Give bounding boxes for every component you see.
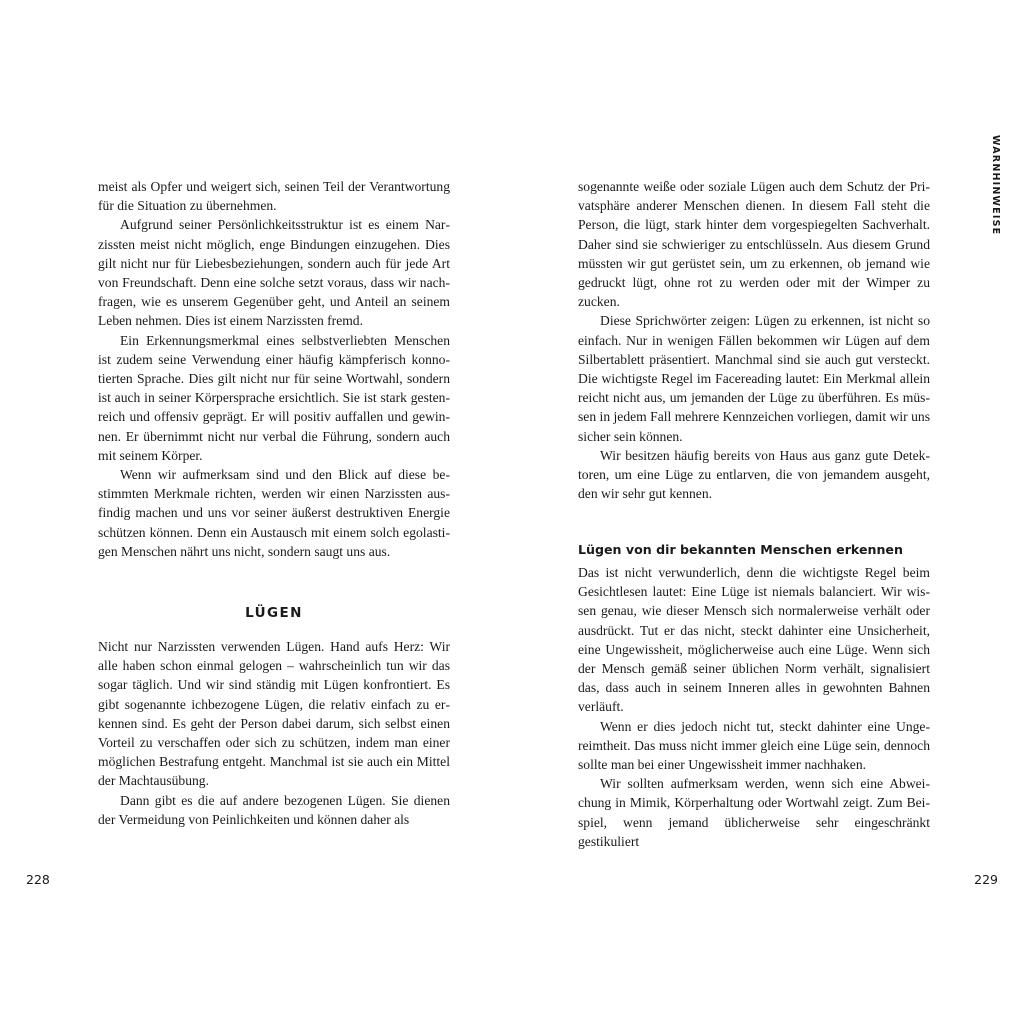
left-heading-wrap (98, 604, 450, 623)
left-text-block-1 (98, 177, 450, 561)
right-text-block-1 (578, 177, 930, 503)
paragraph: meist als Opfer und weigert sich, seinen Teil der Verantwortung für die Situation zu übernehmen. (98, 179, 450, 214)
paragraph: Diese Sprichwörter zeigen: Lügen zu erkennen, ist nicht so einfach. Nur in wenigen Fällen bekommen wir Lügen auf dem Silbertablett präsentiert. Manchmal sind sie auch gut versteckt. Die wichtigste Regel im Facereading lautet: Ein Merkmal allein reicht nicht aus, um jemanden der Lüge zu überführen. Es müssen in jedem Fall mehrere Kennzeichen vorliegen, damit wir uns sicher sein können. (578, 313, 930, 444)
running-head (988, 135, 1002, 235)
paragraph: Das ist nicht verwunderlich, denn die wichtigste Regel beim Gesichtlesen lautet: Eine Lüge ist niemals balanciert. Wir wissen genau, wie dieser Mensch sich normalerweise verhält oder ausdrückt. Tut er das nicht, steckt dahinter eine Unsicherheit, eine Ungewissheit, möglicherweise auch eine Lüge. Wenn sich der Mensch gemäß seiner üblichen Norm verhält, signalisiert das, dass auch in seinem Inneren alles in gewohnten Bahnen verläuft. (578, 565, 930, 715)
paragraph: Wenn wir aufmerksam sind und den Blick auf diese bestimmten Merkmale richten, werden wir einen Narzissten ausfindig machen und uns vor seiner äußerst destruktiven Energie schützen können. Denn ein Austausch mit einem solch egolastigen Menschen nährt uns nicht, sondern saugt uns aus. (98, 467, 450, 559)
right-page (512, 0, 1024, 1024)
paragraph: sogenannte weiße oder soziale Lügen auch dem Schutz der Privatsphäre anderer Menschen dienen. In diesem Fall steht die Person, die lügt, stark hinter dem vorgespiegelten Sachverhalt. Daher sind sie schwieriger zu entschlüsseln. Aus diesem Grund müssten wir gut gerüstet sein, um zu erkennen, ob jemand wie gedruckt lügt, ohne rot zu werden oder mit der Wimper zu zucken. (578, 179, 930, 310)
page-number-left: 228 (26, 872, 50, 887)
paragraph: Ein Erkennungsmerkmal eines selbstverliebten Menschen ist zudem seine Verwendung einer häufig kämpferisch konnotierten Sprache. Dies gilt nicht nur für seine Wortwahl, sondern ist auch in seiner Körpersprache ersichtlich. Sie ist stark gestenreich und offensiv geprägt. Er will positiv auffallen und gewinnen. Er übernimmt nicht nur verbal die Führung, sondern auch mit seinem Körper. (98, 332, 450, 463)
running-head-text: WARNHINWEISE (990, 135, 1001, 236)
paragraph: Wenn er dies jedoch nicht tut, steckt dahinter eine Ungereimtheit. Das muss nicht immer gleich eine Lüge sein, dennoch sollte man bei einer Ungewissheit immer nachhaken. (578, 718, 930, 773)
paragraph: Wir besitzen häufig bereits von Haus aus ganz gute Detektoren, um eine Lüge zu entlarven, die von jemandem ausgeht, den wir sehr gut kennen. (578, 447, 930, 502)
page-number-right: 229 (974, 872, 998, 887)
paragraph: Dann gibt es die auf andere bezogenen Lügen. Sie dienen der Vermeidung von Peinlichkeiten und können daher als (98, 792, 450, 827)
left-text-block-2 (98, 637, 450, 829)
section-heading: LÜGEN (245, 605, 303, 621)
paragraph: Aufgrund seiner Persönlichkeitsstruktur ist es einem Narzissten meist nicht möglich, enge Bindungen einzugehen. Dies gilt nicht nur für Liebesbeziehungen, sondern auch für jede Art von Freundschaft. Denn eine solche setzt voraus, dass wir nachfragen, wie es unserem Gegenüber geht, und Anteil an seinem Leben nehmen. Dies ist einem Narzissten fremd. (98, 217, 450, 329)
right-text-block-2 (578, 563, 930, 851)
right-subheading-wrap (578, 540, 930, 559)
paragraph: Nicht nur Narzissten verwenden Lügen. Hand aufs Herz: Wir alle haben schon einmal gelogen – wahrscheinlich tun wir das sogar täglich. Und wir sind ständig mit Lügen konfrontiert. Es gibt sogenannte ichbezogene Lügen, die relativ einfach zu erkennen sind. Es geht der Person dabei darum, sich selbst einen Vorteil zu verschaffen oder sich zu schützen, indem man einer möglichen Bestrafung entgeht. Manchmal ist sie auch ein Mittel der Machtausübung. (98, 639, 450, 789)
sub-heading: Lügen von dir bekannten Menschen erkennen (578, 542, 903, 557)
paragraph: Wir sollten aufmerksam werden, wenn sich eine Abweichung in Mimik, Körperhaltung oder Wortwahl zeigt. Zum Beispiel, wenn jemand üblicherweise sehr eingeschränkt gestikuliert (578, 776, 930, 849)
